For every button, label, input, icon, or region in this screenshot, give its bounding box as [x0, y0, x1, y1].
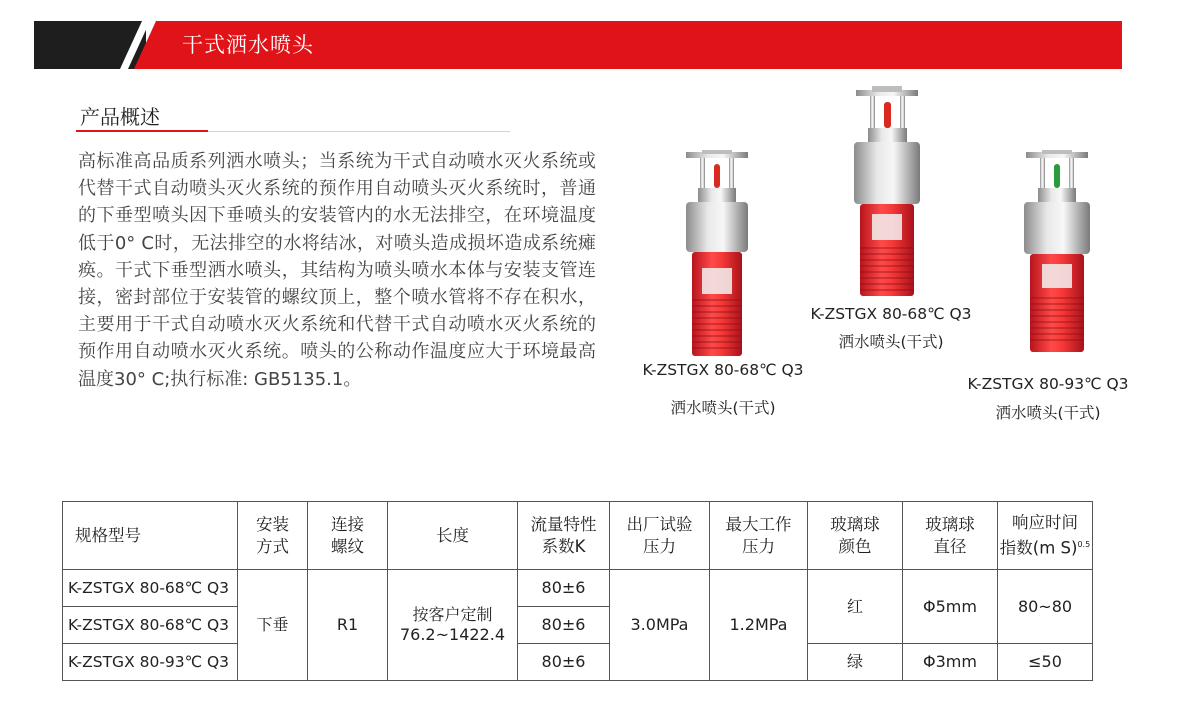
cell-k: 80±6: [518, 570, 610, 607]
cell-bulb-color-green: 绿: [808, 644, 903, 681]
header-bulb-color: 玻璃球 颜色: [808, 502, 903, 570]
header-length: 长度: [388, 502, 518, 570]
cell-bulb-color-red: 红: [808, 570, 903, 644]
sprinkler-image-1: [672, 150, 762, 360]
table-row: [63, 644, 1093, 681]
header-install: 安装 方式: [238, 502, 308, 570]
product-2-model: K-ZSTGX 80-68℃ Q3: [810, 305, 972, 323]
cell-test-pressure: 3.0MPa: [610, 570, 710, 681]
header-work-pressure: 最大工作 压力: [710, 502, 808, 570]
cell-k: 80±6: [518, 607, 610, 644]
cell-bulb-dia-3: Φ3mm: [903, 644, 998, 681]
header-banner: [34, 21, 1122, 69]
sprinkler-deflector: [686, 150, 748, 158]
section-divider-accent: [76, 130, 208, 132]
header-bulb-diameter: 玻璃球 直径: [903, 502, 998, 570]
cell-model: K-ZSTGX 80-68℃ Q3: [63, 570, 238, 607]
cell-model: K-ZSTGX 80-68℃ Q3: [63, 607, 238, 644]
product-3-name: 洒水喷头(干式): [995, 404, 1101, 422]
cell-install: 下垂: [238, 570, 308, 681]
section-title: 产品概述: [80, 105, 160, 129]
product-2-name: 洒水喷头(干式): [838, 333, 944, 351]
header-model: 规格型号: [63, 502, 238, 570]
cell-bulb-dia-5: Φ5mm: [903, 570, 998, 644]
sprinkler-image-3: [1012, 150, 1102, 355]
cell-model: K-ZSTGX 80-93℃ Q3: [63, 644, 238, 681]
table-header-row: [63, 502, 1093, 570]
header-thread: 连接 螺纹: [308, 502, 388, 570]
header-flow-k: 流量特性 系数K: [518, 502, 610, 570]
sprinkler-deflector: [1026, 150, 1088, 158]
header-test-pressure: 出厂试验 压力: [610, 502, 710, 570]
page-title: 干式洒水喷头: [182, 33, 314, 57]
cell-work-pressure: 1.2MPa: [710, 570, 808, 681]
product-3-model: K-ZSTGX 80-93℃ Q3: [967, 375, 1129, 393]
cell-rti-a: 80~80: [998, 570, 1093, 644]
product-1-name: 洒水喷头(干式): [670, 399, 776, 417]
cell-length: 按客户定制 76.2~1422.4: [388, 570, 518, 681]
product-1-model: K-ZSTGX 80-68℃ Q3: [642, 361, 804, 379]
table-row: [63, 570, 1093, 607]
spec-table: [62, 501, 1093, 681]
sprinkler-deflector: [856, 86, 918, 96]
glass-bulb-red: [714, 164, 720, 188]
sprinkler-image-2: [840, 86, 935, 301]
product-description: 高标准高品质系列洒水喷头；当系统为干式自动喷水灭火系统或代替干式自动喷头灭火系统的预作用自动喷头灭火系统时，普通的下垂型喷头因下垂喷头的安装管内的水无法排空，在环境温度低于0° C时，无法排空的水将结冰，对喷头造成损坏造成系统瘫痪。干式下垂型洒水喷头，其结构为喷头喷水本体与安装支管连接，密封部位于安装管的螺纹顶上，整个喷水管将不存在积水，主要用于干式自动喷水灭火系统和代替干式自动喷水灭火系统的预作用自动喷水灭火系统。喷头的公称动作温度应大于环境最高温度30° C;执行标准: GB5135.1。: [78, 151, 596, 390]
cell-thread: R1: [308, 570, 388, 681]
cell-rti-b: ≤50: [998, 644, 1093, 681]
glass-bulb-green: [1054, 164, 1060, 188]
glass-bulb-red: [884, 102, 891, 128]
header-rti: 响应时间 指数(m S)$^{0.5}$: [998, 502, 1093, 570]
cell-k: 80±6: [518, 644, 610, 681]
